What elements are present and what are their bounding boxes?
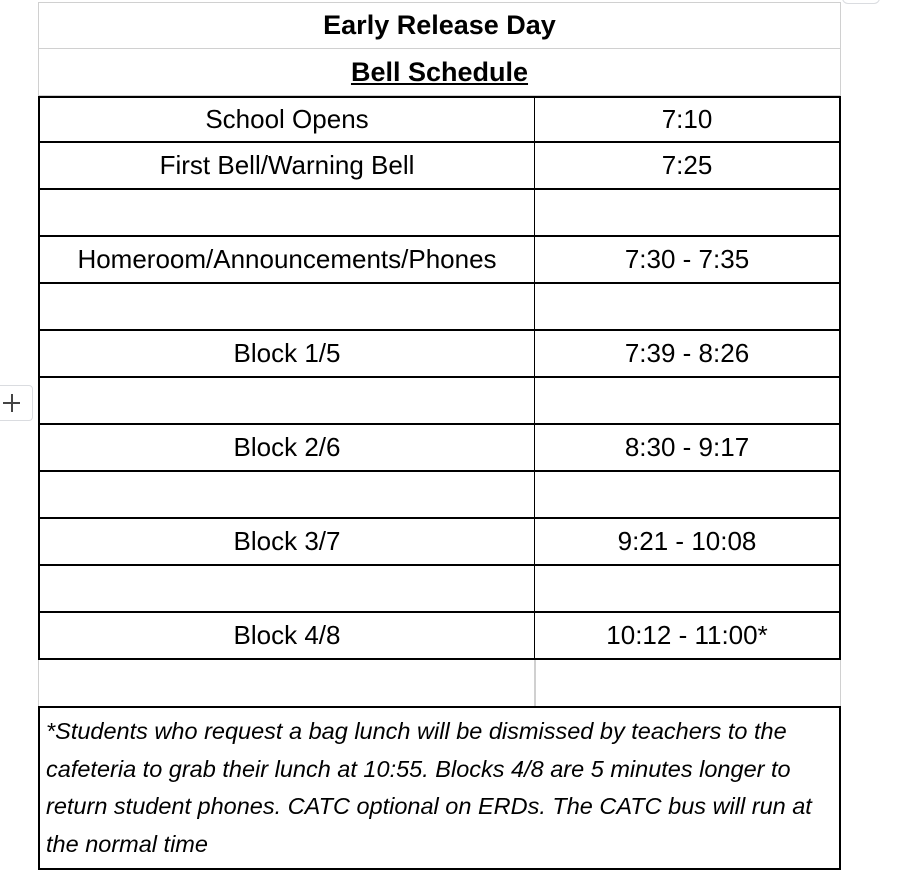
row-time	[535, 190, 841, 237]
table-row	[38, 284, 841, 331]
table-row	[38, 96, 841, 143]
plus-icon[interactable]	[0, 385, 33, 421]
row-label: Homeroom/Announcements/Phones	[38, 237, 535, 284]
row-label	[38, 472, 535, 519]
row-time	[535, 566, 841, 613]
table-row	[38, 143, 841, 190]
row-label	[38, 566, 535, 613]
row-label: Block 1/5	[38, 331, 535, 378]
table-row	[38, 237, 841, 284]
row-time	[535, 472, 841, 519]
table-row	[38, 425, 841, 472]
row-time: 7:30 - 7:35	[535, 237, 841, 284]
row-time	[535, 378, 841, 425]
row-time: 7:39 - 8:26	[535, 331, 841, 378]
row-time: 7:25	[535, 143, 841, 190]
row-time	[535, 284, 841, 331]
sheet-corner-tab	[842, 0, 880, 4]
row-label	[38, 190, 535, 237]
subtitle-row	[38, 49, 841, 96]
row-label: Block 2/6	[38, 425, 535, 472]
row-time: 8:30 - 9:17	[535, 425, 841, 472]
table-row	[38, 613, 841, 660]
empty-row	[38, 660, 841, 706]
table-row	[38, 190, 841, 237]
empty-cell	[535, 660, 841, 706]
table-row	[38, 378, 841, 425]
row-label: Block 3/7	[38, 519, 535, 566]
row-label: Block 4/8	[38, 613, 535, 660]
note-row	[38, 706, 841, 870]
row-time: 7:10	[535, 96, 841, 143]
table-row	[38, 566, 841, 613]
row-label	[38, 378, 535, 425]
schedule-title: Early Release Day	[38, 2, 841, 49]
table-row	[38, 519, 841, 566]
title-row	[38, 2, 841, 49]
row-label: School Opens	[38, 96, 535, 143]
bell-schedule-table	[38, 2, 841, 870]
row-label	[38, 284, 535, 331]
footnote-text: *Students who request a bag lunch will be dismissed by teachers to the cafeteria to grab their lunch at 10:55. Blocks 4/8 are 5 minutes longer to return student phones. CATC optional on ERDs. The CATC bus will run at the normal time	[38, 706, 841, 870]
row-time: 10:12 - 11:00*	[535, 613, 841, 660]
table-row	[38, 472, 841, 519]
schedule-subtitle: Bell Schedule	[38, 49, 841, 96]
empty-cell	[38, 660, 535, 706]
row-label: First Bell/Warning Bell	[38, 143, 535, 190]
table-row	[38, 331, 841, 378]
row-time: 9:21 - 10:08	[535, 519, 841, 566]
